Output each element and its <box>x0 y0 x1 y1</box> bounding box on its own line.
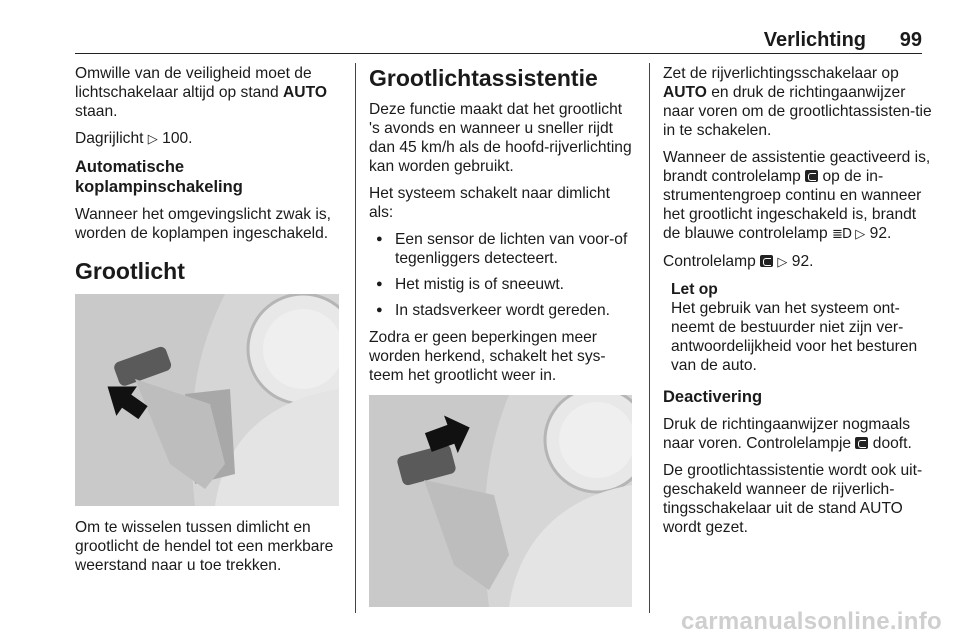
paragraph: Controlelamp ▷ 92. <box>663 253 814 270</box>
high-beam-lever-illustration <box>75 294 339 506</box>
header-divider <box>75 53 922 54</box>
watermark: carmanualsonline.info <box>680 608 942 635</box>
section-heading: Deactivering <box>663 388 763 406</box>
activation-lever-illustration <box>369 395 632 607</box>
paragraph: Om te wisselen tussen dimlicht en grootlicht de hendel tot een merkbare weerstand naar u toe trekken. <box>75 519 334 574</box>
paragraph: Druk de richtingaanwijzer nogmaals naar voren. Controlelampje dooft. <box>663 416 912 452</box>
paragraph: Wanneer het omgevingslicht zwak is, worden de koplampen ingeschakeld. <box>75 206 331 242</box>
note-box <box>663 280 933 375</box>
column-divider <box>649 63 650 613</box>
page-ref-arrow-icon: ▷ <box>777 255 788 270</box>
note-text: Het gebruik van het systeem ont-neemt de bestuurder niet zijn ver-antwoordelijkheid voor het besturen van de auto. <box>671 300 918 374</box>
page-ref-link[interactable]: 92. <box>869 225 892 242</box>
paragraph: De grootlichtassistentie wordt ook uit-geschakeld wanneer de rijverlich-tingsschakelaar uit de stand AUTO wordt gezet. <box>663 462 923 536</box>
paragraph: Zet de rijverlichtingsschakelaar op AUTO en druk de richtingaanwijzer naar voren om de grootlichtassisten-tie in te schakelen. <box>663 65 932 139</box>
page-section-title: Verlichting <box>763 29 866 51</box>
page-ref-arrow-icon: ▷ <box>147 132 158 147</box>
column-3 <box>663 64 933 545</box>
blue-high-beam-lamp-icon: ≣D <box>832 227 851 242</box>
list-item: ● In stadsverkeer wordt gereden. <box>369 301 637 320</box>
paragraph: Zodra er geen beperkingen meer worden herkend, schakelt het sys-teem het grootlicht weer in. <box>369 329 606 384</box>
chapter-heading: Grootlicht <box>75 258 185 284</box>
page-ref-link[interactable]: 92. <box>791 253 814 270</box>
page-number: 99 <box>899 29 922 51</box>
paragraph: Het systeem schakelt naar dimlicht als: <box>369 185 610 221</box>
paragraph: Wanneer de assistentie geactiveerd is, brandt controlelamp op de in-strumentengroep continu en wanneer het grootlicht ingeschakeld is, brandt de blauwe controlelamp ≣D ▷ 92. <box>663 149 931 242</box>
high-beam-assist-lamp-icon <box>805 170 818 182</box>
paragraph: Deze functie maakt dat het grootlicht 's avonds en wanneer u sneller rijdt dan 45 km/h als de hoofd-rijverlichting kan worden gebruikt. <box>369 101 632 175</box>
high-beam-assist-lamp-icon <box>760 255 773 267</box>
paragraph: Dagrijlicht ▷ 100. <box>75 130 193 147</box>
bullet-list <box>369 230 637 320</box>
page-ref-arrow-icon: ▷ <box>855 227 866 242</box>
chapter-heading: Grootlichtassistentie <box>369 65 598 91</box>
section-heading: Automatische koplampinschakeling <box>75 158 243 196</box>
column-1 <box>75 64 343 293</box>
paragraph: Omwille van de veiligheid moet de lichtschakelaar altijd op stand AUTO staan. <box>75 65 327 120</box>
list-item: ● Een sensor de lichten van voor-of tegenliggers detecteert. <box>369 230 637 268</box>
list-item: ● Het mistig is of sneeuwt. <box>369 275 637 294</box>
page-ref-link[interactable]: 100. <box>162 130 193 147</box>
note-label: Let op <box>671 281 718 298</box>
high-beam-assist-lamp-icon <box>855 437 868 449</box>
column-divider <box>355 63 356 613</box>
column-2 <box>369 64 637 425</box>
